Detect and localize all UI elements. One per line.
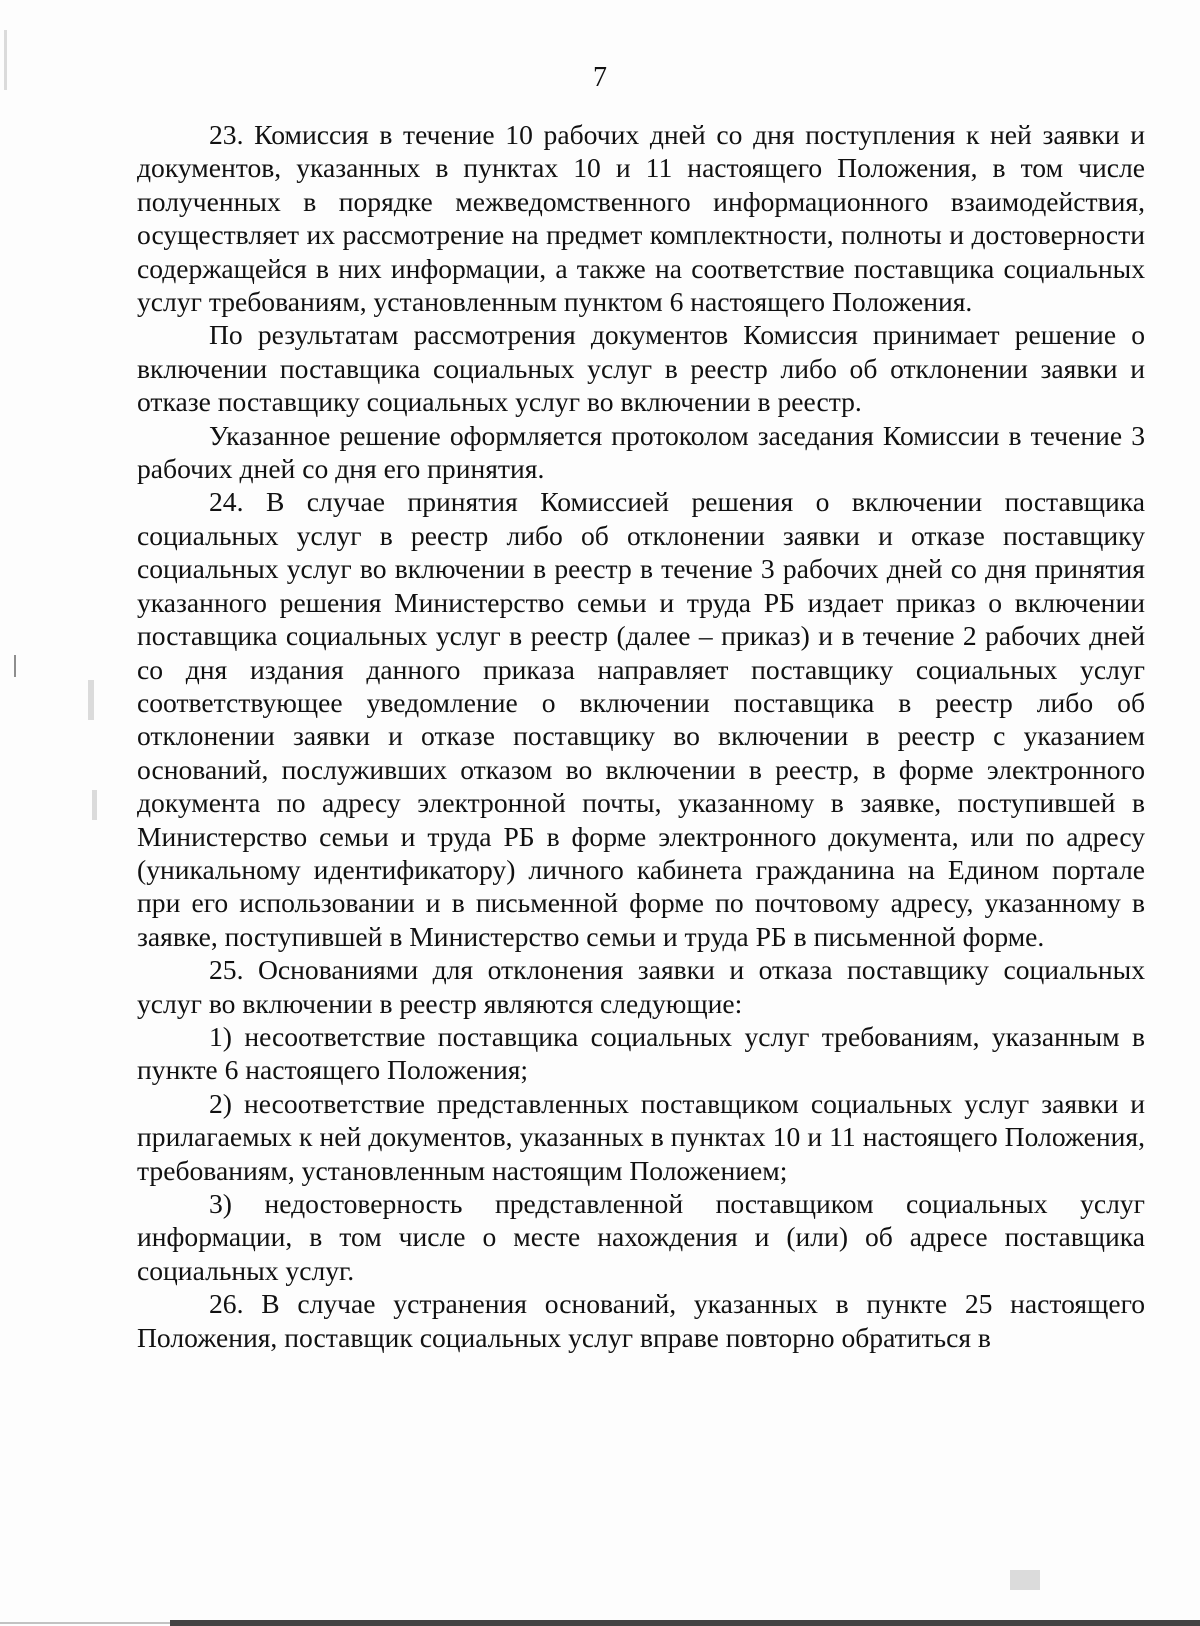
scan-noise-left-low <box>92 790 97 820</box>
scan-noise-top-left <box>4 30 7 90</box>
paragraph-23: 23. Комиссия в течение 10 рабочих дней со дня поступления к ней заявки и документов, указанных в пунктах 10 и 11 настоящего Положения, в том числе полученных в порядке межведомственного информационного взаимодействия, осуществляет их рассмотрение на предмет комплектности, полноты и достоверности содержащейся в них информации, а также на соответствие поставщика социальных услуг требованиям, установленным пунктом 6 настоящего Положения. <box>137 119 1145 318</box>
paragraph-25: 25. Основаниями для отклонения заявки и отказа поставщику социальных услуг во включении в реестр являются следующие: <box>137 954 1145 1019</box>
bottom-edge-faint <box>0 1622 170 1624</box>
scan-noise-left-mid <box>88 680 94 720</box>
paragraph-24: 24. В случае принятия Комиссией решения о включении поставщика социальных услуг в реестр либо об отклонении заявки и отказе поставщику социальных услуг во включении в реестр в течение 3 рабочих дней со дня принятия указанного решения Министерство семьи и труда РБ издает приказ о включении поставщика социальных услуг в реестр (далее – приказ) и в течение 2 рабочих дней со дня издания данного приказа направляет поставщику социальных услуг соответствующее уведомление о включении поставщика в реестр либо об отклонении заявки и отказе поставщику во включении в реестр с указанием оснований, послуживших отказом во включении в реестр, в форме электронного документа по адресу электронной почты, указанному в заявке, поступившей в Министерство семьи и труда РБ в форме электронного документа, или по адресу (уникальному идентификатору) личного кабинета гражданина на Едином портале при его использовании и в письменной форме по почтовому адресу, указанному в заявке, поступившей в Министерство семьи и труда РБ в письменной форме. <box>137 486 1145 952</box>
scan-noise-bottom-right <box>1010 1570 1040 1590</box>
paragraph-23-decision: По результатам рассмотрения документов Комиссия принимает решение о включении поставщика социальных услуг в реестр либо об отклонении заявки и отказе поставщику социальных услуг во включении в реестр. <box>137 319 1145 418</box>
page-number: 7 <box>593 62 607 93</box>
paragraph-26: 26. В случае устранения оснований, указанных в пункте 25 настоящего Положения, поставщик социальных услуг вправе повторно обратиться в <box>137 1288 1145 1353</box>
paragraph-25-item-2: 2) несоответствие представленных поставщиком социальных услуг заявки и прилагаемых к ней документов, указанных в пунктах 10 и 11 настоящего Положения, требованиям, установленным настоящим Положением; <box>137 1087 1145 1186</box>
binding-mark <box>14 655 16 677</box>
paragraph-23-protocol: Указанное решение оформляется протоколом заседания Комиссии в течение 3 рабочих дней со дня его принятия. <box>137 419 1145 485</box>
bottom-edge-shadow <box>170 1620 1200 1626</box>
document-body <box>137 118 1145 1354</box>
paragraph-25-item-3: 3) недостоверность представленной поставщиком социальных услуг информации, в том числе о месте нахождения и (или) об адресе поставщика социальных услуг. <box>137 1188 1145 1286</box>
paragraph-25-item-1: 1) несоответствие поставщика социальных услуг требованиям, указанным в пункте 6 настоящего Положения; <box>137 1020 1145 1086</box>
